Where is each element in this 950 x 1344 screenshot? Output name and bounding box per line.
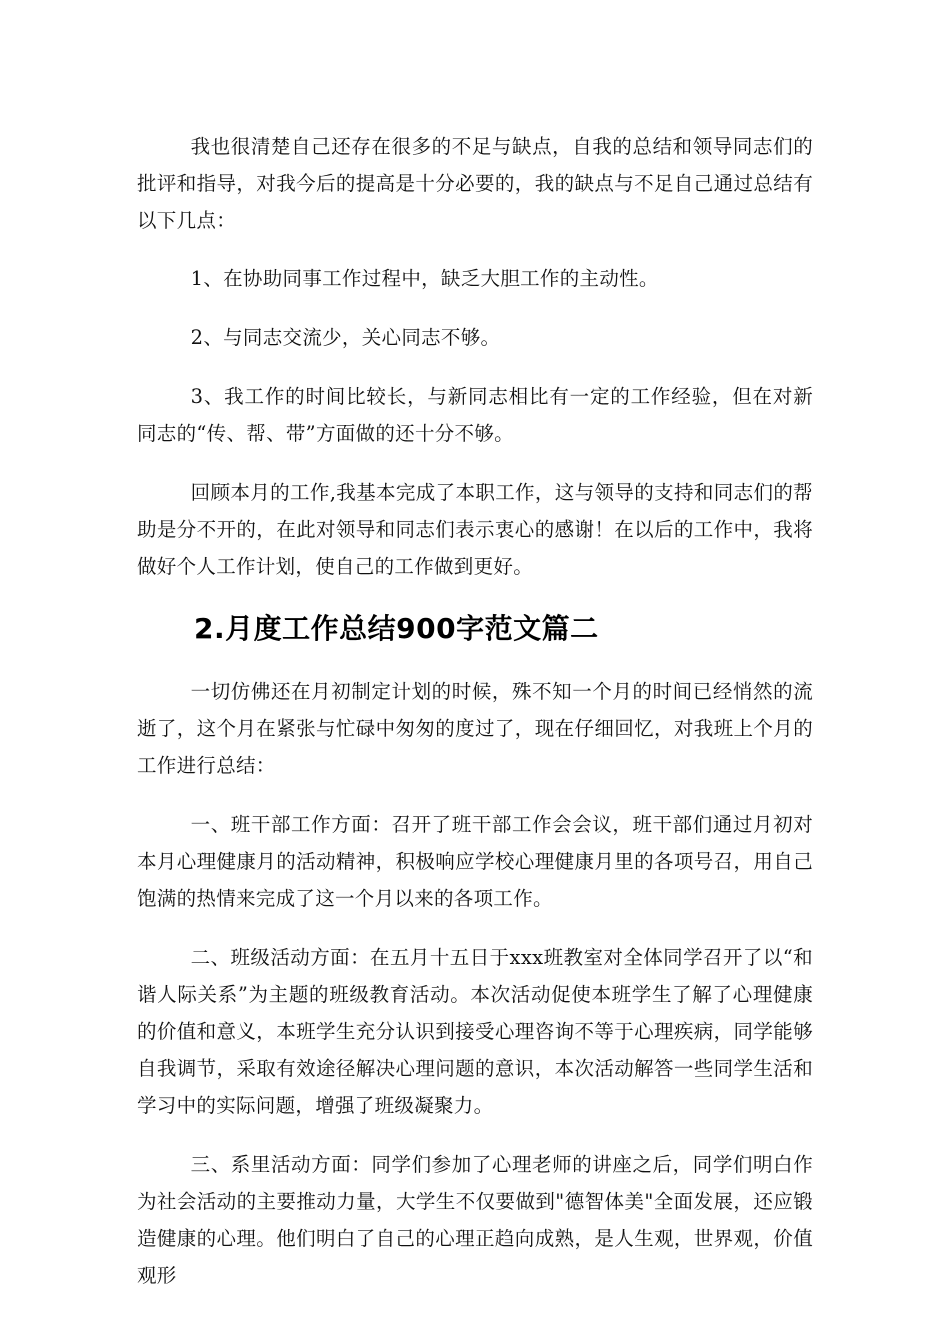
paragraph-review: 回顾本月的工作,我基本完成了本职工作，这与领导的支持和同志们的帮助是分不开的，在此对领导和同志们表示衷心的感谢！在以后的工作中，我将做好个人工作计划，使自己的工作做到更好。 <box>137 481 813 578</box>
list-item-shortcoming-2: 2、与同志交流少，关心同志不够。 <box>190 326 501 349</box>
paragraph-class-cadre-work: 一、班干部工作方面：召开了班干部工作会会议，班干部们通过月初对本月心理健康月的活动精神，积极响应学校心理健康月里的各项号召，用自己饱满的热情来完成了这一个月以来的各项工作。 <box>137 813 813 910</box>
document-page <box>137 128 813 1294</box>
list-item-shortcoming-1: 1、在协助同事工作过程中，缺乏大胆工作的主动性。 <box>190 267 659 290</box>
paragraph-department-activities: 三、系里活动方面：同学们参加了心理老师的讲座之后，同学们明白作为社会活动的主要推动力量，大学生不仅要做到"德智体美"全面发展，还应锻造健康的心理。他们明白了自己的心理正趋向成熟，是人生观，世界观，价值观形 <box>137 1153 813 1287</box>
paragraph-opening: 一切仿佛还在月初制定计划的时候，殊不知一个月的时间已经悄然的流逝了，这个月在紧张与忙碌中匆匆的度过了，现在仔细回忆，对我班上个月的工作进行总结： <box>137 680 813 777</box>
section-heading: 2.月度工作总结900字范文篇二 <box>194 612 599 645</box>
list-item-shortcoming-3: 3、我工作的时间比较长，与新同志相比有一定的工作经验，但在对新同志的“传、帮、带”方面做的还十分不够。 <box>137 385 813 445</box>
paragraph-shortcomings-intro: 我也很清楚自己还存在很多的不足与缺点，自我的总结和领导同志们的批评和指导，对我今后的提高是十分必要的，我的缺点与不足自己通过总结有以下几点： <box>137 135 813 232</box>
paragraph-class-activities: 二、班级活动方面：在五月十五日于xxx班教室对全体同学召开了以“和谐人际关系”为主题的班级教育活动。本次活动促使本班学生了解了心理健康的价值和意义，本班学生充分认识到接受心理咨询不等于心理疾病，同学能够自我调节，采取有效途径解决心理问题的意识，本次活动解答一些同学生活和学习中的实际问题，增强了班级凝聚力。 <box>137 946 813 1117</box>
